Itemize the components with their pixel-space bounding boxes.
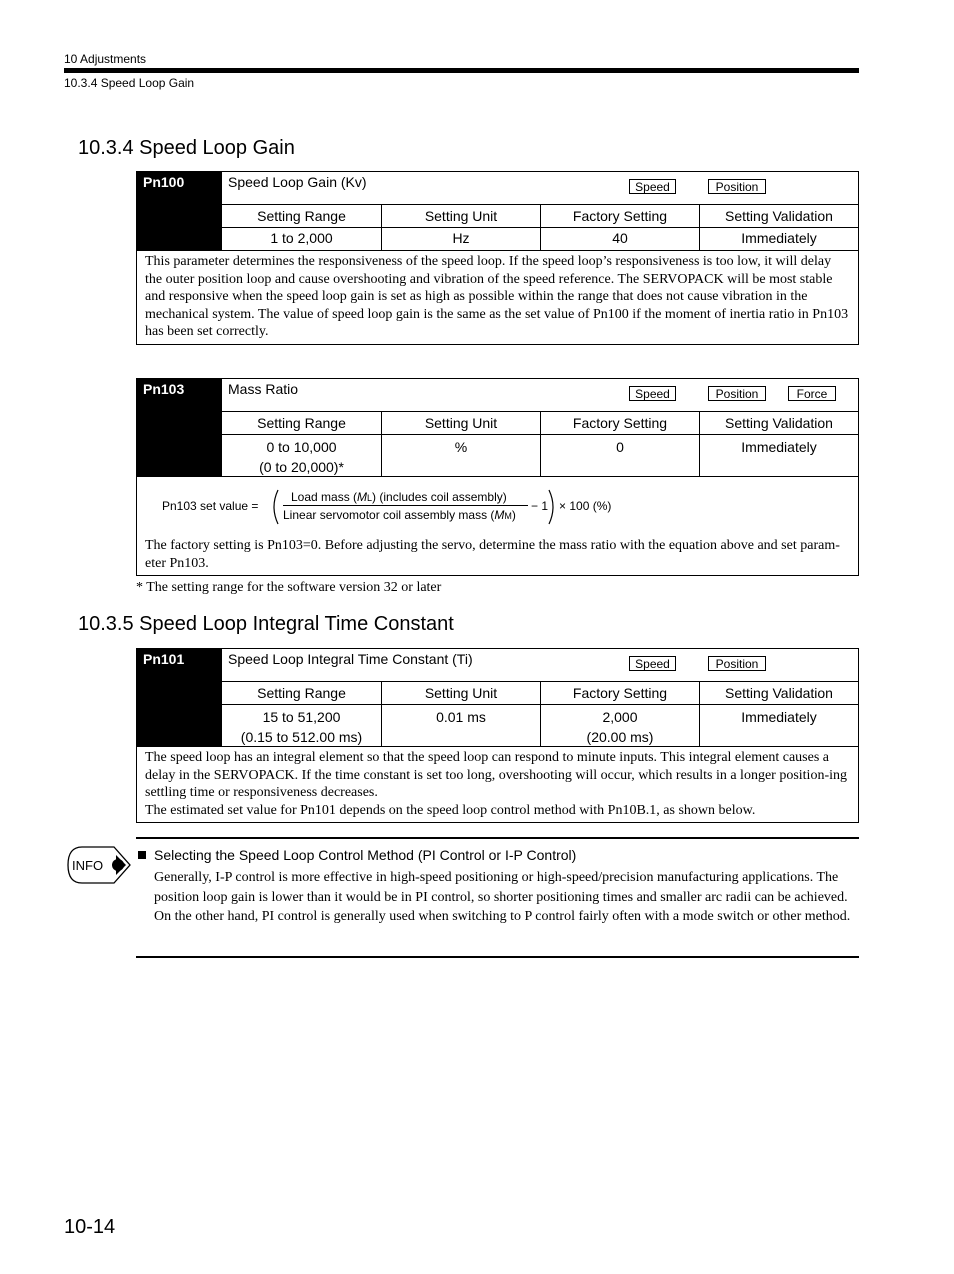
tag-speed: Speed <box>629 656 676 671</box>
param-header-row <box>222 412 858 435</box>
col-setting-range: Setting Range <box>257 415 346 431</box>
param-box-pn100 <box>136 171 859 345</box>
col-setting-unit: Setting Unit <box>381 205 540 227</box>
col-factory-setting: Factory Setting <box>540 205 699 227</box>
param-number: Pn100 <box>137 172 222 250</box>
formula-numerator: Load mass (ML) (includes coil assembly) <box>291 490 507 504</box>
tag-position: Position <box>708 656 766 671</box>
tag-force: Force <box>788 386 836 401</box>
left-paren-icon <box>268 489 280 525</box>
tag-position: Position <box>708 386 766 401</box>
param-description <box>137 537 858 575</box>
description-text: The speed loop has an integral element so that the speed loop can respond to minute inputs. This integral element causes a delay in the SERVOPACK. If the time constant is set too long, overshooting will occur, which results in a longer position-ing settling time or responsiveness decreases. <box>145 750 847 800</box>
info-body: Generally, I-P control is more effective in high-speed positioning or high-speed/precision manufacturing applications. The position loop gain is lower than it would be in PI control, so shorter positioning times and smaller arc radii can be achieved. On the other hand, PI control is generally used when switching to P control fairly often with a mode switch or other method. <box>154 870 851 924</box>
running-header-chapter: 10 Adjustments <box>64 52 147 66</box>
description-text: This parameter determines the responsiveness of the speed loop. If the speed loop’s responsiveness is too low, it will delay the outer position loop and cause overshooting and vibration of the speed reference. The SERVOPACK will be most stable and responsive when the speed loop gain is set as high as possible within the range that does not cause vibration in the mechanical system. The value of speed loop gain is the same as the set value of Pn100 if the moment of inertia ratio in Pn103 has been set correctly. <box>145 254 849 339</box>
page-number: 10-14 <box>64 1216 116 1238</box>
description-text: The factory setting is Pn103=0. Before adjusting the servo, determine the mass ratio with the equation above and set param-eter Pn103. <box>145 538 840 571</box>
param-number: Pn101 <box>137 649 222 746</box>
param-name: Speed Loop Integral Time Constant (Ti) <box>228 651 473 667</box>
col-setting-unit: Setting Unit <box>381 682 540 704</box>
value-factory-setting: 40 <box>540 228 699 250</box>
value-setting-range: 1 to 2,000 <box>270 230 333 246</box>
formula-times: × 100 (%) <box>559 499 612 513</box>
param-header-row <box>222 682 858 705</box>
info-heading: Selecting the Speed Loop Control Method (PI Control or I-P Control) <box>138 847 576 863</box>
formula-lhs: Pn103 set value = <box>162 499 259 513</box>
mass-ratio-formula <box>137 476 858 537</box>
description-text-2: The estimated set value for Pn101 depends on the speed loop control method with Pn10B.1, as shown below. <box>145 802 756 818</box>
param-values-row <box>222 228 858 250</box>
value-setting-validation: Immediately <box>699 435 858 476</box>
section-title-integral-time-constant: 10.3.5 Speed Loop Integral Time Constant <box>78 613 454 635</box>
param-name: Mass Ratio <box>228 381 299 397</box>
col-setting-validation: Setting Validation <box>699 205 858 227</box>
formula-denominator: Linear servomotor coil assembly mass (MM) <box>283 508 516 522</box>
param-box-pn101 <box>136 648 859 823</box>
value-setting-range <box>222 435 381 476</box>
running-header-section: 10.3.4 Speed Loop Gain <box>64 76 195 90</box>
col-setting-range: Setting Range <box>257 208 346 224</box>
value-setting-unit: % <box>381 435 540 476</box>
factory-line-2: (20.00 ms) <box>586 729 654 745</box>
range-line-1: 15 to 51,200 <box>262 709 341 725</box>
info-icon-label: INFO <box>72 858 104 873</box>
value-setting-range <box>222 705 381 746</box>
param-name: Speed Loop Gain (Kv) <box>228 174 367 190</box>
col-setting-validation: Setting Validation <box>699 682 858 704</box>
value-setting-validation: Immediately <box>699 228 858 250</box>
footnote: * The setting range for the software version 32 or later <box>136 580 442 595</box>
range-line-1: 0 to 10,000 <box>266 439 337 455</box>
param-header-row <box>222 205 858 228</box>
right-paren-icon <box>547 489 559 525</box>
param-values-row <box>222 705 858 746</box>
formula-minus-one: − 1 <box>531 499 549 513</box>
fraction-bar <box>283 505 528 506</box>
info-top-rule <box>136 837 859 839</box>
bullet-square-icon <box>138 851 146 859</box>
param-description <box>137 746 858 822</box>
range-line-2: (0.15 to 512.00 ms) <box>240 729 363 745</box>
tag-speed: Speed <box>629 386 676 401</box>
tag-speed: Speed <box>629 179 676 194</box>
section-title-speed-loop-gain: 10.3.4 Speed Loop Gain <box>78 137 295 159</box>
col-setting-validation: Setting Validation <box>699 412 858 434</box>
value-setting-unit: Hz <box>381 228 540 250</box>
info-icon <box>66 845 132 885</box>
param-number: Pn103 <box>137 379 222 476</box>
param-values-row <box>222 435 858 476</box>
col-factory-setting: Factory Setting <box>540 412 699 434</box>
factory-line-1: 2,000 <box>602 709 638 725</box>
tag-position: Position <box>708 179 766 194</box>
param-description <box>137 250 858 344</box>
param-box-pn103 <box>136 378 859 576</box>
value-factory-setting: 0 <box>540 435 699 476</box>
col-setting-range: Setting Range <box>257 685 346 701</box>
header-rule <box>64 68 859 73</box>
value-setting-unit: 0.01 ms <box>381 705 540 746</box>
value-factory-setting <box>540 705 699 746</box>
col-setting-unit: Setting Unit <box>381 412 540 434</box>
value-setting-validation: Immediately <box>699 705 858 746</box>
range-line-2: (0 to 20,000)* <box>259 459 344 475</box>
col-factory-setting: Factory Setting <box>540 682 699 704</box>
info-bottom-rule <box>136 956 859 958</box>
